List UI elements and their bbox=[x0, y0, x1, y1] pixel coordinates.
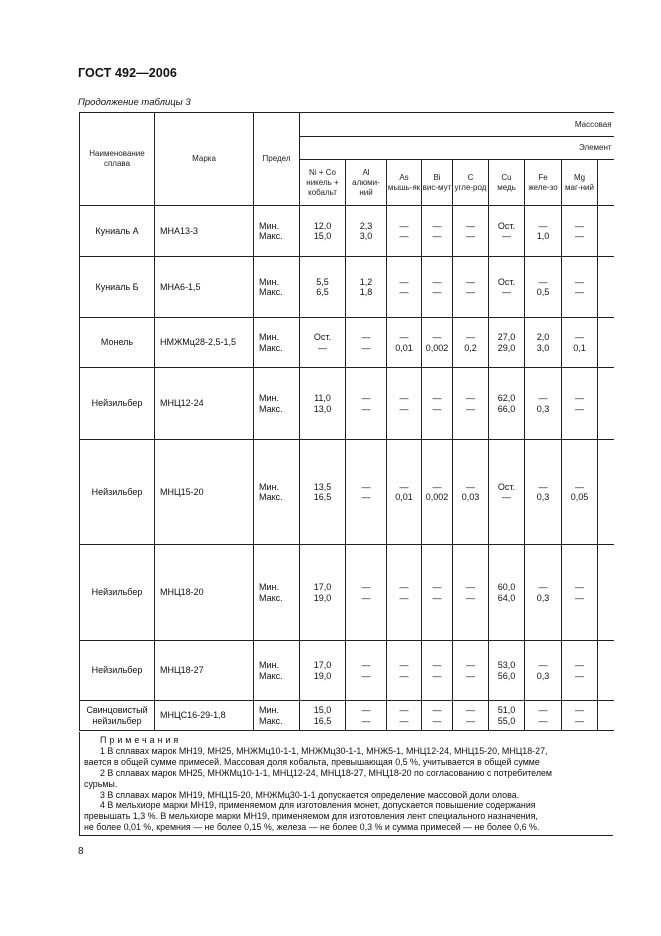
value-min: — bbox=[432, 276, 442, 287]
element-symbol: Ni + Co bbox=[309, 167, 336, 177]
header-continued-cell bbox=[598, 160, 614, 206]
value-max: — bbox=[466, 715, 475, 726]
notes-block bbox=[79, 732, 613, 836]
continued-cell bbox=[598, 368, 614, 440]
value-min: — bbox=[399, 220, 409, 231]
value-min: 1,2 bbox=[359, 276, 373, 287]
value-cell bbox=[489, 368, 525, 440]
value-min: — bbox=[361, 660, 371, 670]
value-max: — bbox=[575, 231, 584, 241]
continued-cell bbox=[598, 318, 614, 368]
limit-max-label: Макс. bbox=[259, 231, 283, 241]
value-max: — bbox=[432, 670, 442, 681]
value-cell bbox=[453, 368, 489, 440]
header-element-col bbox=[562, 160, 598, 206]
limit-cell bbox=[254, 440, 300, 545]
value-max: — bbox=[575, 592, 584, 603]
value-min: 2,3 bbox=[359, 220, 373, 231]
element-name: маг-ний bbox=[565, 182, 594, 192]
value-min: 51,0 bbox=[497, 705, 516, 715]
alloy-name-cell: Нейзильбер bbox=[80, 545, 155, 641]
value-cell bbox=[562, 701, 598, 731]
limit-min-label: Мин. bbox=[259, 481, 279, 492]
value-max: — bbox=[361, 342, 371, 353]
limit-min-label: Мин. bbox=[259, 393, 279, 403]
alloy-name-cell: Куниаль Б bbox=[80, 257, 155, 318]
value-cell bbox=[346, 440, 387, 545]
value-min: 62,0 bbox=[497, 393, 516, 403]
header-element-col bbox=[453, 160, 489, 206]
value-max: — bbox=[361, 403, 371, 414]
note-line-4: сурьмы. bbox=[84, 778, 118, 789]
limit-min-label: Мин. bbox=[259, 660, 279, 670]
value-cell bbox=[387, 206, 422, 257]
value-min: — bbox=[466, 705, 475, 715]
table-row bbox=[80, 206, 614, 257]
value-min: — bbox=[575, 332, 584, 342]
value-cell bbox=[300, 257, 346, 318]
continued-cell bbox=[598, 440, 614, 545]
value-max: 19,0 bbox=[313, 592, 332, 603]
value-min: — bbox=[399, 332, 409, 342]
value-max: 1,0 bbox=[536, 231, 550, 241]
header-alloy-name: Наименование сплава bbox=[80, 113, 155, 206]
value-min: — bbox=[361, 393, 371, 403]
value-cell bbox=[346, 368, 387, 440]
value-max: 16,5 bbox=[313, 492, 332, 502]
value-max: — bbox=[575, 670, 584, 681]
limit-min-label: Мин. bbox=[259, 582, 279, 592]
value-max: 0,05 bbox=[570, 492, 589, 502]
value-cell bbox=[300, 318, 346, 368]
value-min: 53,0 bbox=[497, 660, 516, 670]
value-min: — bbox=[575, 393, 584, 403]
value-min: — bbox=[466, 481, 475, 492]
value-max: — bbox=[361, 592, 371, 603]
note-line-3: 2 В сплавах марок МН25, МНЖМц10-1-1, МНЦ12-24, МНЦ18-27, МНЦ18-20 по согласованию с потребителем bbox=[100, 767, 553, 778]
note-line-2: вается в общей сумме примесей. Массовая доля кобальта, превышающая 0,5 %, учитывается в общей сумме bbox=[84, 756, 540, 767]
value-max: 3,0 bbox=[536, 342, 550, 353]
limit-cell bbox=[254, 641, 300, 701]
page-number: 8 bbox=[78, 846, 84, 857]
value-min: 60,0 bbox=[497, 582, 516, 592]
limit-cell bbox=[254, 545, 300, 641]
value-cell bbox=[422, 545, 453, 641]
value-cell bbox=[300, 206, 346, 257]
header-grade: Марка bbox=[155, 113, 254, 206]
value-max: — bbox=[575, 715, 584, 726]
value-cell bbox=[346, 206, 387, 257]
value-cell bbox=[422, 701, 453, 731]
value-min: — bbox=[399, 481, 409, 492]
value-max: — bbox=[361, 492, 371, 502]
value-cell bbox=[525, 318, 562, 368]
continued-cell bbox=[598, 701, 614, 731]
header-element-col bbox=[346, 160, 387, 206]
value-max: 0,01 bbox=[395, 492, 413, 502]
value-cell bbox=[300, 545, 346, 641]
value-min: — bbox=[432, 705, 442, 715]
value-cell bbox=[422, 440, 453, 545]
value-min: — bbox=[538, 481, 548, 492]
value-cell bbox=[489, 206, 525, 257]
value-min: — bbox=[466, 332, 475, 342]
value-cell bbox=[387, 440, 422, 545]
value-min: — bbox=[361, 705, 371, 715]
grade-cell: МНЦ12-24 bbox=[155, 368, 254, 440]
alloy-name-cell: Свинцовистый нейзильбер bbox=[80, 701, 155, 731]
element-name: медь bbox=[497, 182, 516, 192]
value-cell bbox=[387, 257, 422, 318]
value-min: — bbox=[361, 332, 371, 342]
value-max: — bbox=[432, 287, 442, 297]
value-min: — bbox=[466, 220, 475, 231]
value-max: — bbox=[432, 403, 442, 414]
element-name: угле-род bbox=[454, 182, 487, 192]
value-max: 16,5 bbox=[313, 715, 332, 726]
value-max: 0,3 bbox=[536, 592, 550, 603]
value-max: — bbox=[432, 231, 442, 241]
header-element-col bbox=[489, 160, 525, 206]
value-min: — bbox=[432, 332, 442, 342]
value-cell bbox=[387, 368, 422, 440]
value-max: — bbox=[502, 492, 511, 502]
value-max: — bbox=[399, 592, 409, 603]
value-cell bbox=[422, 368, 453, 440]
value-cell bbox=[387, 641, 422, 701]
grade-cell: МНЦ15-20 bbox=[155, 440, 254, 545]
grade-cell: МНЦС16-29-1,8 bbox=[155, 701, 254, 731]
limit-max-label: Макс. bbox=[259, 715, 283, 726]
value-cell bbox=[562, 257, 598, 318]
alloy-name-cell: Нейзильбер bbox=[80, 641, 155, 701]
grade-cell: МНА13-3 bbox=[155, 206, 254, 257]
value-cell bbox=[453, 206, 489, 257]
note-line-1: 1 В сплавах марок МН19, МН25, МНЖМц10-1-1, МНЖМц30-1-1, МНЖ5-1, МНЦ12-24, МНЦ15-20, МНЦ18-27, bbox=[100, 745, 548, 756]
value-max: 0,03 bbox=[461, 492, 480, 502]
value-min: — bbox=[575, 220, 584, 231]
continued-cell bbox=[598, 545, 614, 641]
value-cell bbox=[525, 641, 562, 701]
value-cell bbox=[525, 440, 562, 545]
value-max: — bbox=[466, 670, 475, 681]
value-cell bbox=[525, 545, 562, 641]
value-max: — bbox=[502, 287, 511, 297]
element-symbol: Bi bbox=[433, 172, 441, 182]
value-min: Ост. bbox=[313, 332, 332, 342]
limit-cell bbox=[254, 701, 300, 731]
limit-min-label: Мин. bbox=[259, 220, 279, 231]
value-min: — bbox=[575, 481, 584, 492]
value-cell bbox=[489, 545, 525, 641]
value-min: — bbox=[575, 276, 584, 287]
value-max: — bbox=[466, 403, 475, 414]
value-min: — bbox=[361, 481, 371, 492]
value-max: — bbox=[502, 231, 511, 241]
value-min: 17,0 bbox=[313, 660, 332, 670]
limit-max-label: Макс. bbox=[259, 287, 283, 297]
value-min: Ост. bbox=[497, 276, 516, 287]
value-min: — bbox=[432, 393, 442, 403]
note-line-7: превышать 1,3 %. В мельхиоре марки МН19, применяемом для изготовления лент специального назначения, bbox=[84, 811, 538, 822]
value-min: — bbox=[538, 582, 548, 592]
value-min: 15,0 bbox=[313, 705, 332, 715]
element-symbol: As bbox=[399, 172, 409, 182]
value-cell bbox=[525, 701, 562, 731]
value-cell bbox=[346, 641, 387, 701]
value-min: 11,0 bbox=[314, 393, 331, 403]
value-cell bbox=[300, 701, 346, 731]
value-cell bbox=[453, 701, 489, 731]
value-max: 0,3 bbox=[536, 670, 550, 681]
value-cell bbox=[525, 257, 562, 318]
value-max: 0,01 bbox=[395, 342, 413, 353]
value-min: — bbox=[538, 660, 548, 670]
table-row bbox=[80, 545, 614, 641]
table-row bbox=[80, 641, 614, 701]
value-max: — bbox=[466, 592, 475, 603]
table-row bbox=[80, 440, 614, 545]
value-max: — bbox=[575, 403, 584, 414]
value-max: — bbox=[466, 231, 475, 241]
value-min: Ост. bbox=[497, 481, 516, 492]
value-min: — bbox=[575, 705, 584, 715]
value-max: — bbox=[466, 287, 475, 297]
value-min: — bbox=[399, 393, 409, 403]
value-max: 0,2 bbox=[464, 342, 477, 353]
element-name: желе-зо bbox=[528, 182, 558, 192]
value-min: 27,0 bbox=[497, 332, 516, 342]
value-cell bbox=[453, 318, 489, 368]
value-max: — bbox=[399, 670, 409, 681]
header-element-col bbox=[422, 160, 453, 206]
value-max: 6,5 bbox=[316, 287, 329, 297]
table-row bbox=[80, 368, 614, 440]
note-line-6: 4 В мельхиоре марки МН19, применяемом для изготовления монет, допускается повышение содержания bbox=[100, 800, 536, 811]
value-cell bbox=[422, 257, 453, 318]
table-caption: Продолжение таблицы 3 bbox=[78, 97, 191, 108]
value-cell bbox=[562, 440, 598, 545]
value-cell bbox=[562, 318, 598, 368]
element-symbol: Cu bbox=[501, 172, 512, 182]
value-max: 0,3 bbox=[536, 492, 550, 502]
continued-cell bbox=[598, 257, 614, 318]
alloy-name-cell: Куниаль А bbox=[80, 206, 155, 257]
value-cell bbox=[387, 545, 422, 641]
alloy-name-cell: Монель bbox=[80, 318, 155, 368]
value-max: 29,0 bbox=[497, 342, 516, 353]
value-cell bbox=[453, 641, 489, 701]
value-min: 17,0 bbox=[313, 582, 332, 592]
element-name: вис-мут bbox=[422, 182, 452, 192]
value-min: — bbox=[575, 660, 584, 670]
element-symbol: Al bbox=[362, 167, 370, 177]
value-min: — bbox=[399, 705, 409, 715]
value-max: — bbox=[318, 342, 327, 353]
alloy-name-cell: Нейзильбер bbox=[80, 368, 155, 440]
header-element-col bbox=[525, 160, 562, 206]
value-cell bbox=[453, 440, 489, 545]
value-min: 12,0 bbox=[313, 220, 332, 231]
element-symbol: Fe bbox=[538, 172, 548, 182]
note-line-5: 3 В сплавах марок МН19, МНЦ15-20, МНЖМц30-1-1 допускается определение массовой доли олова. bbox=[100, 789, 520, 800]
value-cell bbox=[562, 368, 598, 440]
grade-cell: МНЦ18-20 bbox=[155, 545, 254, 641]
value-min: — bbox=[466, 660, 475, 670]
value-max: 55,0 bbox=[497, 715, 516, 726]
value-max: 0,002 bbox=[425, 492, 449, 502]
value-min: — bbox=[399, 660, 409, 670]
grade-cell: НМЖМц28-2,5-1,5 bbox=[155, 318, 254, 368]
value-cell bbox=[489, 318, 525, 368]
value-cell bbox=[453, 257, 489, 318]
continued-cell bbox=[598, 206, 614, 257]
value-max: 0,3 bbox=[536, 403, 550, 414]
value-cell bbox=[300, 440, 346, 545]
value-min: — bbox=[399, 276, 409, 287]
value-min: — bbox=[399, 582, 409, 592]
continued-cell bbox=[598, 641, 614, 701]
value-min: 2,0 bbox=[536, 332, 550, 342]
value-max: — bbox=[399, 715, 409, 726]
value-max: 13,0 bbox=[313, 403, 332, 414]
value-min: — bbox=[466, 582, 475, 592]
table-row bbox=[80, 701, 614, 731]
limit-cell bbox=[254, 318, 300, 368]
element-symbol: Mg bbox=[573, 172, 586, 182]
value-min: Ост. bbox=[497, 220, 516, 231]
value-cell bbox=[387, 701, 422, 731]
header-mass-fraction: Массовая bbox=[300, 113, 614, 137]
value-max: 66,0 bbox=[497, 403, 516, 414]
value-cell bbox=[489, 641, 525, 701]
limit-cell bbox=[254, 206, 300, 257]
value-max: — bbox=[399, 231, 409, 241]
limit-min-label: Мин. bbox=[259, 332, 279, 342]
value-cell bbox=[422, 641, 453, 701]
value-cell bbox=[346, 318, 387, 368]
value-cell bbox=[525, 368, 562, 440]
element-name: мышь-як bbox=[387, 182, 421, 192]
header-element: Элемент bbox=[300, 137, 614, 160]
value-max: — bbox=[361, 670, 371, 681]
value-max: 0,002 bbox=[425, 342, 449, 353]
header-limit: Предел bbox=[254, 113, 300, 206]
composition-table bbox=[79, 112, 614, 731]
value-max: — bbox=[399, 403, 409, 414]
value-max: — bbox=[538, 715, 548, 726]
value-min: — bbox=[538, 705, 548, 715]
note-line-8: не более 0,01 %, кремния — не более 0,15 %, железа — не более 0,3 % и сумма примесей — не более 0,6 %. bbox=[84, 822, 540, 833]
alloy-name-cell: Нейзильбер bbox=[80, 440, 155, 545]
value-cell bbox=[346, 545, 387, 641]
document-header: ГОСТ 492—2006 bbox=[78, 66, 177, 80]
value-max: 1,8 bbox=[359, 287, 373, 297]
value-min: — bbox=[538, 393, 548, 403]
limit-max-label: Макс. bbox=[259, 492, 283, 502]
header-element-col bbox=[300, 160, 346, 206]
limit-min-label: Мин. bbox=[259, 705, 279, 715]
element-name: алюми-ний bbox=[352, 177, 380, 197]
value-min: — bbox=[432, 660, 442, 670]
value-min: — bbox=[575, 582, 584, 592]
value-max: — bbox=[361, 715, 371, 726]
value-min: — bbox=[466, 276, 475, 287]
value-cell bbox=[562, 641, 598, 701]
value-max: 56,0 bbox=[497, 670, 516, 681]
value-cell bbox=[489, 257, 525, 318]
value-min: — bbox=[538, 276, 548, 287]
value-max: — bbox=[399, 287, 409, 297]
limit-max-label: Макс. bbox=[259, 670, 283, 681]
value-cell bbox=[525, 206, 562, 257]
value-cell bbox=[562, 545, 598, 641]
value-min: — bbox=[466, 393, 475, 403]
value-cell bbox=[422, 318, 453, 368]
value-cell bbox=[422, 206, 453, 257]
table-row bbox=[80, 257, 614, 318]
element-symbol: C bbox=[467, 172, 474, 182]
value-min: — bbox=[432, 582, 442, 592]
value-min: — bbox=[538, 220, 548, 231]
value-max: 64,0 bbox=[497, 592, 516, 603]
value-max: — bbox=[432, 592, 442, 603]
value-cell bbox=[489, 440, 525, 545]
limit-max-label: Макс. bbox=[259, 592, 283, 603]
limit-max-label: Макс. bbox=[259, 403, 283, 414]
value-min: — bbox=[361, 582, 371, 592]
limit-min-label: Мин. bbox=[259, 276, 279, 287]
value-max: 19,0 bbox=[313, 670, 332, 681]
value-max: 0,5 bbox=[536, 287, 550, 297]
notes-title: Примечания bbox=[100, 735, 182, 745]
limit-cell bbox=[254, 368, 300, 440]
value-cell bbox=[346, 257, 387, 318]
value-min: 13,5 bbox=[313, 481, 332, 492]
value-cell bbox=[489, 701, 525, 731]
value-cell bbox=[300, 641, 346, 701]
header-element-col bbox=[387, 160, 422, 206]
element-name: никель + кобальт bbox=[306, 177, 339, 197]
value-max: — bbox=[432, 715, 442, 726]
value-cell bbox=[387, 318, 422, 368]
table-row bbox=[80, 318, 614, 368]
value-min: — bbox=[432, 220, 442, 231]
value-max: 15,0 bbox=[313, 231, 332, 241]
value-cell bbox=[346, 701, 387, 731]
value-max: 0,1 bbox=[573, 342, 586, 353]
value-min: 5,5 bbox=[316, 276, 329, 287]
limit-max-label: Макс. bbox=[259, 342, 283, 353]
grade-cell: МНЦ18-27 bbox=[155, 641, 254, 701]
grade-cell: МНА6-1,5 bbox=[155, 257, 254, 318]
value-cell bbox=[453, 545, 489, 641]
value-cell bbox=[300, 368, 346, 440]
limit-cell bbox=[254, 257, 300, 318]
value-cell bbox=[562, 206, 598, 257]
value-min: — bbox=[432, 481, 442, 492]
value-max: 3,0 bbox=[359, 231, 373, 241]
value-max: — bbox=[575, 287, 584, 297]
